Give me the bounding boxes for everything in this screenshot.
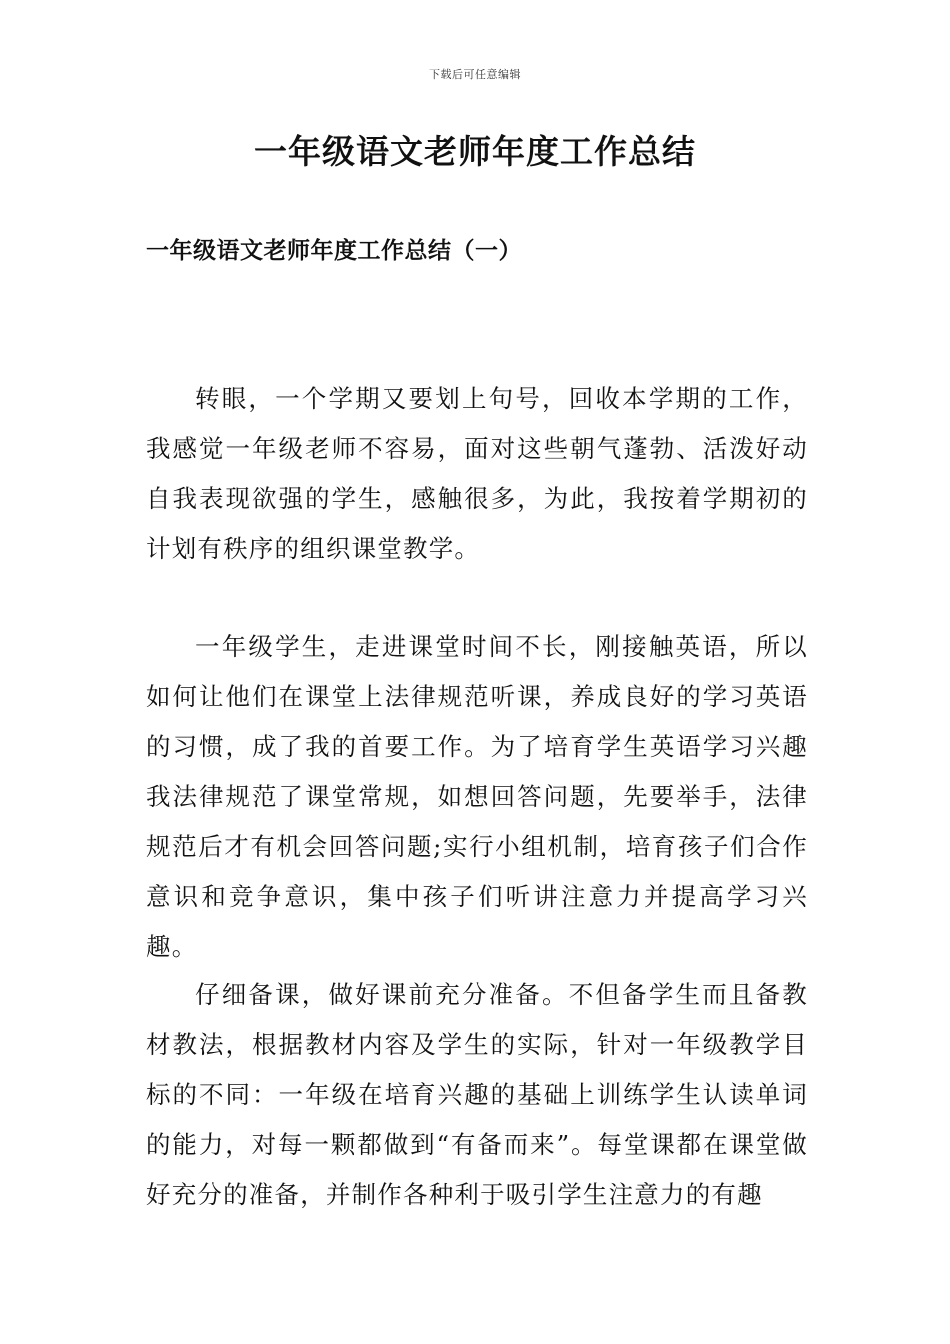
header-note: 下载后可任意编辑 (429, 68, 521, 81)
body-paragraph-1: 转眼，一个学期又要划上句号，回收本学期的工作，我感觉一年级老师不容易，面对这些朝气蓬勃、活泼好动自我表现欲强的学生，感触很多，为此，我按着学期初的计划有秩序的组织课堂教学。 (146, 384, 808, 563)
body-paragraph-2: 一年级学生，走进课堂时间不长，刚接触英语，所以如何让他们在课堂上法律规范听课，养成良好的学习英语的习惯，成了我的首要工作。为了培育学生英语学习兴趣我法律规范了课堂常规，如想回答问题，先要举手，法律规范后才有机会回答问题;实行小组机制，培育孩子们合作意识和竞争意识，集中孩子们听讲注意力并提高学习兴趣。 (146, 632, 808, 961)
document-title: 一年级语文老师年度工作总结 (254, 132, 696, 171)
body-paragraph-3: 仔细备课，做好课前充分准备。不但备学生而且备教材教法，根据教材内容及学生的实际，针对一年级教学目标的不同：一年级在培育兴趣的基础上训练学生认读单词的能力，对每一颗都做到“有备而来”。每堂课都在课堂做好充分的准备，并制作各种利于吸引学生注意力的有趣 (146, 980, 808, 1209)
section-heading: 一年级语文老师年度工作总结（一） (146, 237, 522, 264)
